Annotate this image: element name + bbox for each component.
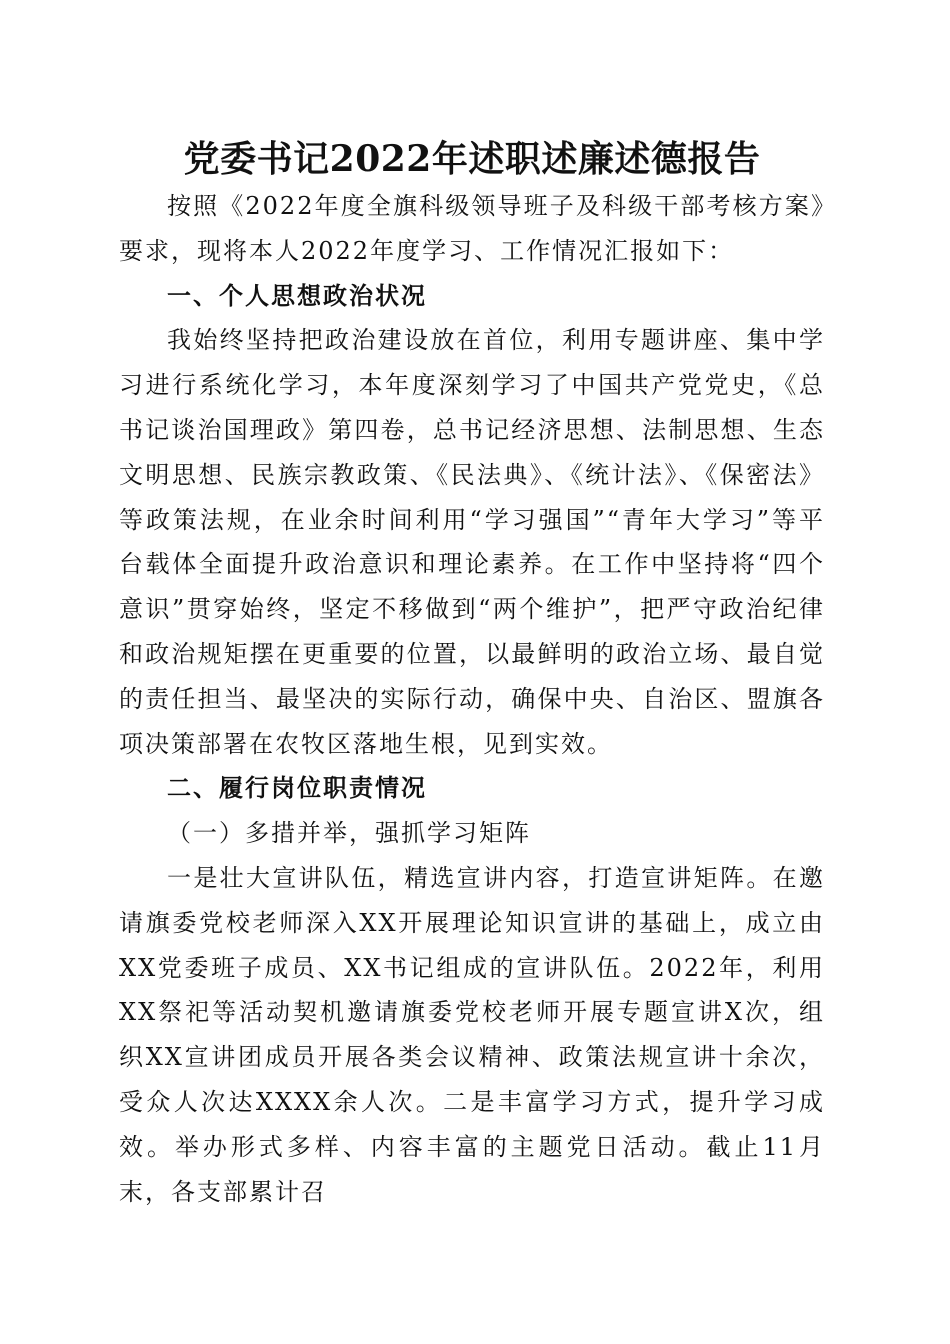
section-1-heading: 一、个人思想政治状况 [167, 280, 427, 310]
subsection-1-paragraph: 一是壮大宣讲队伍，精选宣讲内容，打造宣讲矩阵。在邀请旗委党校老师深入XX开展理论知识宣讲的基础上，成立由XX党委班子成员、XX书记组成的宣讲队伍。2022年，利用XX祭祀等活动契机邀请旗委党校老师开展专题宣讲X次，组织XX宣讲团成员开展各类会议精神、政策法规宣讲十余次，受众人次达XXXX余人次。二是丰富学习方式，提升学习成效。举办形式多样、内容丰富的主题党日活动。截止11月末，各支部累计召 [119, 863, 825, 1206]
section-2-heading: 二、履行岗位职责情况 [167, 773, 427, 803]
subsection-1-heading: （一）多措并举，强抓学习矩阵 [167, 819, 531, 848]
document-body [119, 134, 825, 1214]
section-1-paragraph: 我始终坚持把政治建设放在首位，利用专题讲座、集中学习进行系统化学习，本年度深刻学习了中国共产党党史，《总书记谈治国理政》第四卷，总书记经济思想、法制思想、生态文明思想、民族宗教政策、《民法典》、《统计法》、《保密法》等政策法规，在业余时间利用“学习强国”“青年大学习”等平台载体全面提升政治意识和理论素养。在工作中坚持将“四个意识”贯穿始终，坚定不移做到“两个维护”，把严守政治纪律和政治规矩摆在更重要的位置，以最鲜明的政治立场、最自觉的责任担当、最坚决的实际行动，确保中央、自治区、盟旗各项决策部署在农牧区落地生根，见到实效。 [119, 326, 825, 758]
intro-paragraph: 按照《2022年度全旗科级领导班子及科级干部考核方案》要求，现将本人2022年度学习、工作情况汇报如下： [119, 192, 825, 265]
document-title: 党委书记2022年述职述廉述德报告 [183, 138, 761, 180]
